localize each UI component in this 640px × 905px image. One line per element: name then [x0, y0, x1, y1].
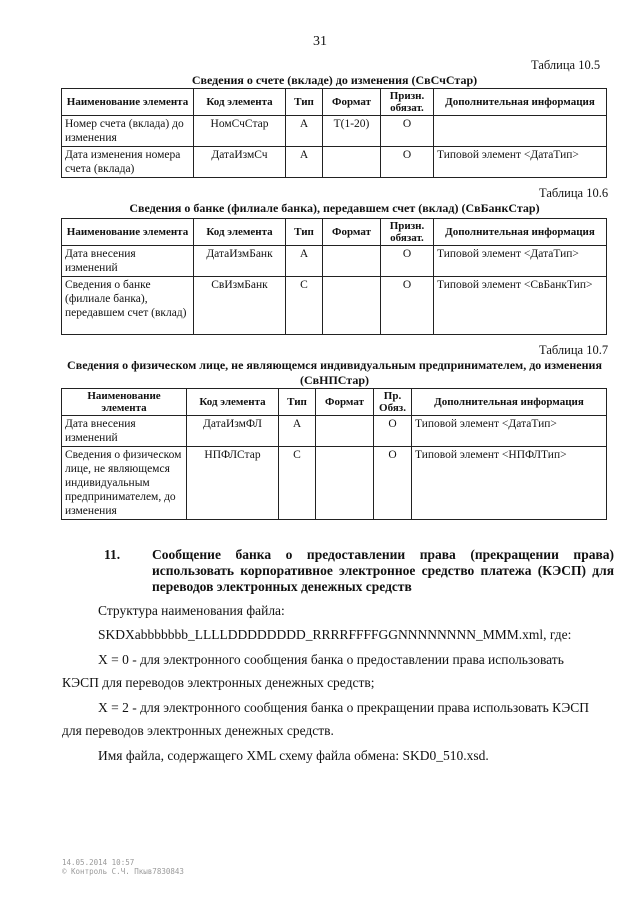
cell-required: О — [381, 277, 434, 335]
cell-required: О — [381, 116, 434, 147]
cell-type: А — [286, 147, 323, 178]
cell-info: Типовой элемент <СвБанкТип> — [434, 277, 607, 335]
header-cell: Формат — [323, 89, 381, 116]
header-cell: Дополнительная информация — [434, 219, 607, 246]
stamp-line: © Контроль С.Ч. Пкыв7830843 — [62, 867, 184, 876]
document-stamp — [62, 858, 184, 876]
cell-code: НПФЛСтар — [187, 447, 279, 520]
cell-type: А — [279, 416, 316, 447]
section-title: Сообщение банка о предоставлении права (прекращении права) использовать корпоративное электронное средство платежа (КЭСП) для переводов электронных денежных средств — [152, 547, 614, 594]
cell-required: О — [381, 147, 434, 178]
header-cell: Призн. обязат. — [381, 219, 434, 246]
header-cell: Код элемента — [187, 389, 279, 416]
cell-type: А — [286, 116, 323, 147]
section-number: 11. — [104, 547, 121, 562]
cell-name: Дата изменения номера счета (вклада) — [62, 147, 194, 178]
cell-info: Типовой элемент <ДатаТип> — [412, 416, 607, 447]
table-10-7-caption: Сведения о физическом лице, не являющемся индивидуальным предпринимателем, до изменения — [67, 358, 602, 372]
cell-info: Типовой элемент <НПФЛТип> — [412, 447, 607, 520]
table-row — [62, 277, 607, 335]
cell-name: Дата внесения изменений — [62, 416, 187, 447]
cell-code: ДатаИзмСч — [194, 147, 286, 178]
table-10-7-caption-code: (СвНПСтар) — [299, 373, 370, 387]
header-cell: Тип — [279, 389, 316, 416]
table-row — [62, 246, 607, 277]
header-cell: Код элемента — [194, 89, 286, 116]
table-row — [62, 147, 607, 178]
table-row — [62, 116, 607, 147]
table-10-5-label: Таблица 10.5 — [531, 58, 601, 72]
page-number: 31 — [313, 34, 327, 49]
cell-info — [434, 116, 607, 147]
table-row — [62, 447, 607, 520]
cell-type: С — [286, 277, 323, 335]
header-cell: Наименование элемента — [62, 389, 187, 416]
table-header-row — [62, 219, 607, 246]
cell-required: О — [381, 246, 434, 277]
paragraph-x2-line2: для переводов электронных денежных средств. — [62, 723, 334, 738]
cell-format — [316, 416, 374, 447]
cell-required: О — [374, 447, 412, 520]
paragraph-file-mask: SKDXabbbbbbb_LLLLDDDDDDDD_RRRRFFFFGGNNNNNNNN_MMM.xml, где: — [98, 627, 572, 642]
cell-type: С — [279, 447, 316, 520]
cell-info: Типовой элемент <ДатаТип> — [434, 246, 607, 277]
header-cell: Наименование элемента — [62, 89, 194, 116]
cell-code: ДатаИзмБанк — [194, 246, 286, 277]
cell-format — [323, 147, 381, 178]
paragraph-x0-line2: КЭСП для переводов электронных денежных средств; — [62, 675, 375, 690]
cell-format — [323, 277, 381, 335]
table-10-5-caption: Сведения о счете (вкладе) до изменения (СвСчСтар) — [191, 73, 478, 87]
cell-format — [323, 246, 381, 277]
cell-type: А — [286, 246, 323, 277]
cell-info: Типовой элемент <ДатаТип> — [434, 147, 607, 178]
header-cell: Формат — [316, 389, 374, 416]
cell-name: Сведения о физическом лице, не являющемся индивидуальным предпринимателем, до изменения — [62, 447, 187, 520]
table-row — [62, 416, 607, 447]
header-cell: Тип — [286, 89, 323, 116]
header-cell: Код элемента — [194, 219, 286, 246]
paragraph-file-structure: Структура наименования файла: — [98, 603, 285, 618]
header-cell: Пр. Обяз. — [374, 389, 412, 416]
cell-name: Номер счета (вклада) до изменения — [62, 116, 194, 147]
table-10-6-label: Таблица 10.6 — [539, 186, 609, 200]
cell-code: НомСчСтар — [194, 116, 286, 147]
cell-code: СвИзмБанк — [194, 277, 286, 335]
cell-required: О — [374, 416, 412, 447]
table-10-6-caption: Сведения о банке (филиале банка), передавшем счет (вклад) (СвБанкСтар) — [129, 201, 540, 215]
cell-name: Сведения о банке (филиале банка), передавшем счет (вклад) — [62, 277, 194, 335]
table-header-row — [62, 389, 607, 416]
cell-format: Т(1-20) — [323, 116, 381, 147]
table-10-5 — [61, 88, 607, 178]
cell-code: ДатаИзмФЛ — [187, 416, 279, 447]
table-10-6 — [61, 218, 607, 335]
header-cell: Формат — [323, 219, 381, 246]
paragraph-xsd-name: Имя файла, содержащего XML схему файла обмена: SKD0_510.xsd. — [98, 748, 489, 763]
table-10-7 — [61, 388, 607, 520]
header-cell: Тип — [286, 219, 323, 246]
cell-format — [316, 447, 374, 520]
section-11-heading — [104, 547, 614, 595]
cell-name: Дата внесения изменений — [62, 246, 194, 277]
header-cell: Призн. обязат. — [381, 89, 434, 116]
table-header-row — [62, 89, 607, 116]
header-cell: Дополнительная информация — [434, 89, 607, 116]
header-cell: Наименование элемента — [62, 219, 194, 246]
paragraph-x2-line1: X = 2 - для электронного сообщения банка о прекращении права использовать КЭСП — [98, 700, 590, 715]
paragraph-x0-line1: X = 0 - для электронного сообщения банка о предоставлении права использовать — [98, 652, 564, 667]
header-cell: Дополнительная информация — [412, 389, 607, 416]
stamp-line: 14.05.2014 10:57 — [62, 858, 135, 867]
table-10-7-label: Таблица 10.7 — [539, 343, 609, 357]
